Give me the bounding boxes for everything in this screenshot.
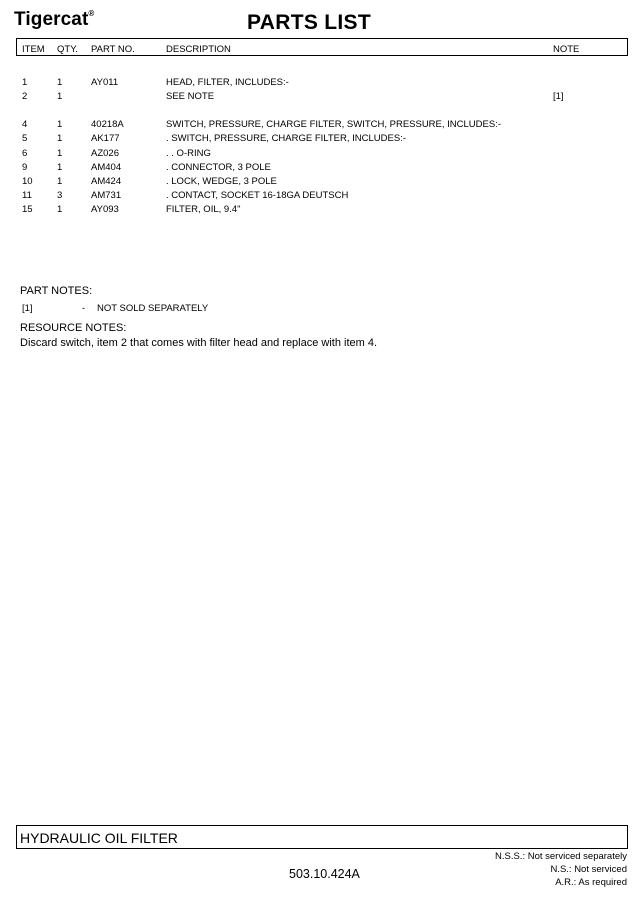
row-item: 4 xyxy=(22,119,28,130)
column-header-item: ITEM xyxy=(22,44,45,55)
row-note: [1] xyxy=(553,91,564,102)
legend-line: N.S.S.: Not serviced separately xyxy=(495,851,627,862)
legend-line: A.R.: As required xyxy=(555,877,627,888)
row-description: SWITCH, PRESSURE, CHARGE FILTER, SWITCH, PRESSURE, INCLUDES:- xyxy=(166,119,502,130)
row-description: . . O-RING xyxy=(166,148,211,159)
row-qty: 1 xyxy=(57,162,63,173)
resource-notes-text: Discard switch, item 2 that comes with filter head and replace with item 4. xyxy=(20,337,378,349)
part-notes-heading: PART NOTES: xyxy=(20,285,93,297)
row-item: 6 xyxy=(22,148,28,159)
row-item: 1 xyxy=(22,77,28,88)
row-part-no: 40218A xyxy=(91,119,124,130)
row-item: 10 xyxy=(22,176,33,187)
registered-mark: ® xyxy=(88,8,95,18)
row-qty: 1 xyxy=(57,91,63,102)
row-qty: 1 xyxy=(57,148,63,159)
part-note-ref: [1] xyxy=(22,303,33,314)
column-header-qty: QTY. xyxy=(57,44,78,55)
service-legend xyxy=(495,850,627,889)
legend-line: N.S.: Not serviced xyxy=(550,864,627,875)
row-qty: 1 xyxy=(57,176,63,187)
row-description: SEE NOTE xyxy=(166,91,215,102)
row-item: 2 xyxy=(22,91,28,102)
row-description: . SWITCH, PRESSURE, CHARGE FILTER, INCLUDES:- xyxy=(166,133,406,144)
footer-title-box xyxy=(16,825,628,849)
brand-name: Tigercat xyxy=(14,9,89,30)
column-header-part-no: PART NO. xyxy=(91,44,135,55)
resource-notes-heading: RESOURCE NOTES: xyxy=(20,322,127,334)
row-item: 5 xyxy=(22,133,28,144)
row-part-no: AY093 xyxy=(91,204,119,215)
row-item: 15 xyxy=(22,204,33,215)
row-qty: 1 xyxy=(57,119,63,130)
row-description: HEAD, FILTER, INCLUDES:- xyxy=(166,77,289,88)
row-item: 11 xyxy=(22,190,32,201)
row-qty: 3 xyxy=(57,190,63,201)
row-qty: 1 xyxy=(57,77,63,88)
column-header-note: NOTE xyxy=(553,44,580,55)
page-title: PARTS LIST xyxy=(247,11,371,34)
row-description: . CONTACT, SOCKET 16-18GA DEUTSCH xyxy=(166,190,349,201)
row-part-no: AZ026 xyxy=(91,148,119,159)
row-description: FILTER, OIL, 9.4" xyxy=(166,204,241,215)
column-header-description: DESCRIPTION xyxy=(166,44,231,55)
document-number: 503.10.424A xyxy=(289,867,360,881)
row-qty: 1 xyxy=(57,204,63,215)
assembly-title: HYDRAULIC OIL FILTER xyxy=(20,830,178,846)
row-part-no: AM404 xyxy=(91,162,122,173)
row-part-no: AM731 xyxy=(91,190,122,201)
row-part-no: AK177 xyxy=(91,133,120,144)
row-item: 9 xyxy=(22,162,28,173)
row-description: . LOCK, WEDGE, 3 POLE xyxy=(166,176,277,187)
part-note-text: NOT SOLD SEPARATELY xyxy=(97,303,209,314)
row-qty: 1 xyxy=(57,133,63,144)
row-description: . CONNECTOR, 3 POLE xyxy=(166,162,271,173)
row-part-no: AM424 xyxy=(91,176,122,187)
row-part-no: AY011 xyxy=(91,77,119,88)
part-note-dash: - xyxy=(82,303,86,314)
